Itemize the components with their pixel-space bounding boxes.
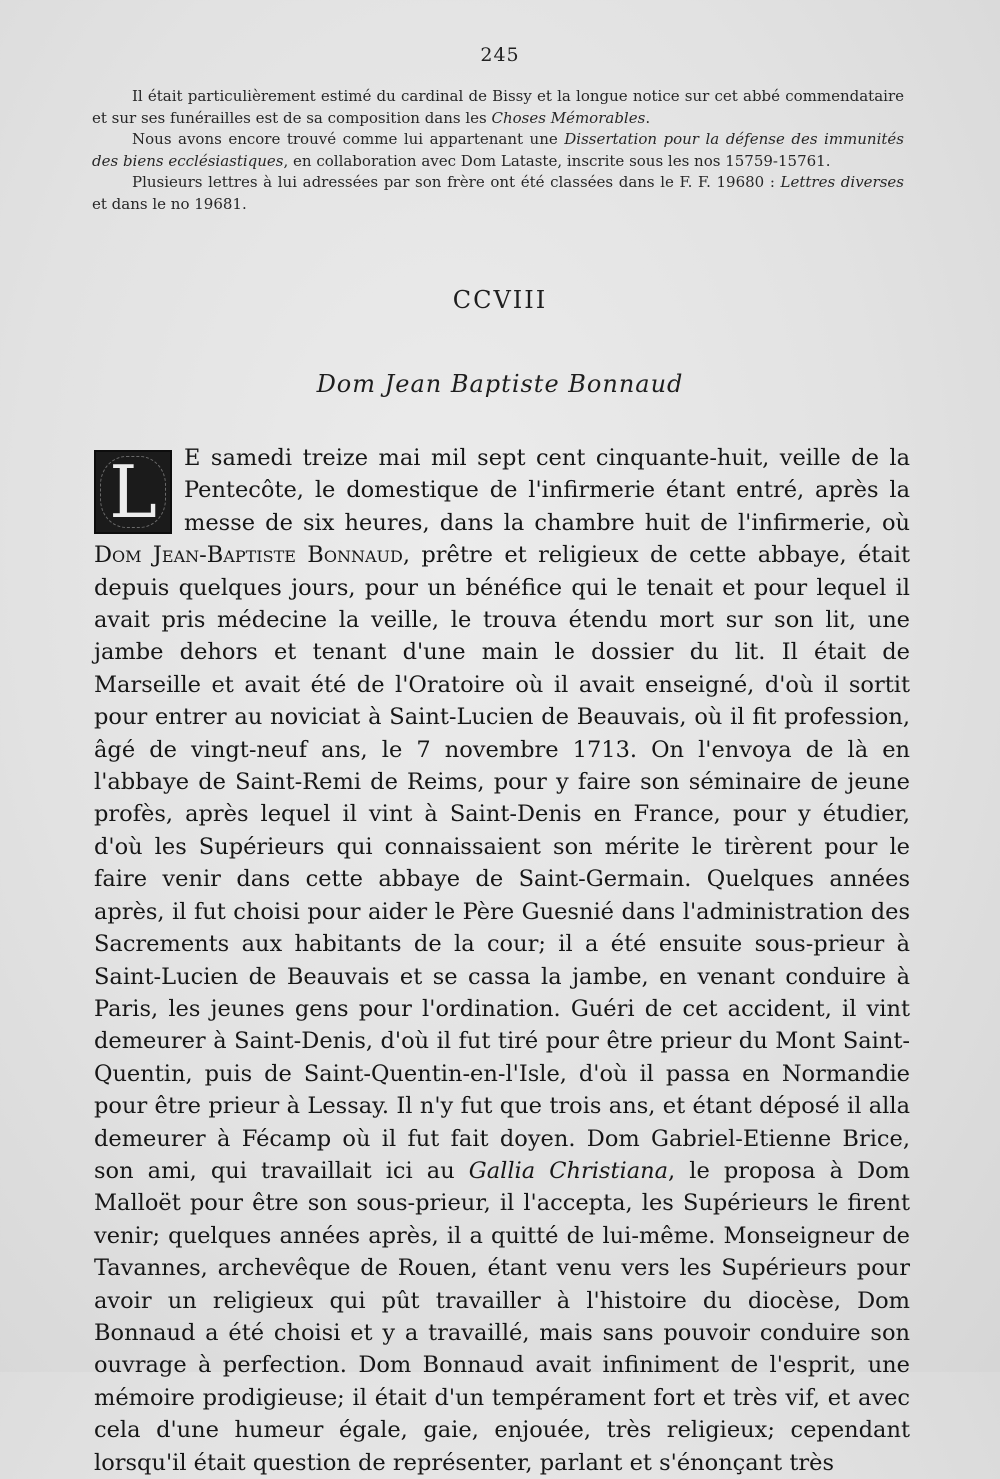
- chapter-number: CCVIII: [452, 286, 548, 314]
- note-3-italic: Lettres diverses: [780, 173, 904, 191]
- note-1-text: Il était particulièrement estimé du cardinal de Bissy et la longue notice sur cet abbé commendataire et sur ses funérailles est de sa composition dans les: [92, 87, 904, 127]
- note-paragraph-3: [92, 172, 904, 215]
- note-2-italic: Dissertation pour la défense des immunités des biens ecclésiastiques: [92, 130, 904, 170]
- drop-cap-letter: L: [109, 450, 157, 534]
- subject-name: Dom Jean-Baptiste Bonnaud: [94, 542, 403, 569]
- note-paragraph-1: [92, 86, 904, 129]
- note-paragraph-2: [92, 129, 904, 172]
- note-2-text: Nous avons encore trouvé comme lui appartenant une: [132, 130, 565, 148]
- note-1-end: .: [645, 108, 651, 127]
- drop-cap: [94, 450, 172, 534]
- note-2-end: , en collaboration avec Dom Lataste, inscrite sous les nos 15759-15761.: [283, 151, 831, 170]
- main-text: [94, 442, 910, 1479]
- work-title: Gallia Christiana: [468, 1157, 669, 1184]
- footnotes-block: [92, 86, 904, 215]
- page-number: 245: [480, 44, 520, 66]
- body-text-3: , le proposa à Dom Malloët pour être son sous-prieur, il l'accepta, les Supérieurs le firent venir; quelques années après, il a quitté de lui-même. Monseigneur de Tavannes, archevêque de Rouen, étant venu vers les Supérieurs pour avoir un religieux qui pût travailler à l'histoire du diocèse, Dom Bonnaud a été choisi et y a travaillé, mais sans pouvoir conduire son ouvrage à perfection. Dom Bonnaud avait infiniment de l'esprit, une mémoire prodigieuse; il était d'un tempérament fort et très vif, et avec cela d'une humeur égale, gaie, enjouée, très religieux; cependant lorsqu'il était question de représenter, parlant et s'énonçant très: [94, 1157, 910, 1476]
- body-text-1: samedi treize mai mil sept cent cinquante-huit, veille de la Pentecôte, le domestique de l'infirmerie étant entré, après la messe de six heures, dans la chambre huit de l'infirmerie, où: [184, 445, 910, 536]
- note-1-italic: Choses Mémorables: [491, 108, 646, 127]
- note-3-text: Plusieurs lettres à lui adressées par son frère ont été classées dans le F. F. 19680 :: [132, 173, 781, 191]
- body-text-2: , prêtre et religieux de cette abbaye, était depuis quelques jours, pour un bénéfice qui le tenait et pour lequel il avait pris médecine la veille, le trouva étendu mort sur son lit, une jambe dehors et tenant d'une main le dossier du lit. Il était de Marseille et avait été de l'Oratoire où il avait enseigné, d'où il sortit pour entrer au noviciat à Saint-Lucien de Beauvais, où il fit profession, âgé de vingt-neuf ans, le 7 novembre 1713. On l'envoya de là en l'abbaye de Saint-Remi de Reims, pour y faire son séminaire de jeune profès, après lequel il vint à Saint-Denis en France, pour y étudier, d'où les Supérieurs qui connaissaient son mérite le tirèrent pour le faire venir dans cette abbaye de Saint-Germain. Quelques années après, il fut choisi pour aider le Père Guesnié dans l'administration des Sacrements aux habitants de la cour; il a été ensuite sous-prieur à Saint-Lucien de Beauvais et se cassa la jambe, en venant conduire à Paris, les jeunes gens pour l'ordination. Guéri de cet accident, il vint demeurer à Saint-Denis, d'où il fut tiré pour être prieur du Mont Saint-Quentin, puis de Saint-Quentin-en-l'Isle, d'où il passa en Normandie pour être prieur à Lessay. Il n'y fut que trois ans, et étant déposé il alla demeurer à Fécamp où il fut fait doyen. Dom Gabriel-Etienne Brice, son ami, qui travaillait ici au: [94, 542, 910, 1184]
- first-word-rest: E: [184, 445, 201, 471]
- main-paragraph: [94, 442, 910, 1479]
- note-3-end: et dans le no 19681.: [92, 194, 247, 213]
- chapter-title: Dom Jean Baptiste Bonnaud: [316, 370, 684, 398]
